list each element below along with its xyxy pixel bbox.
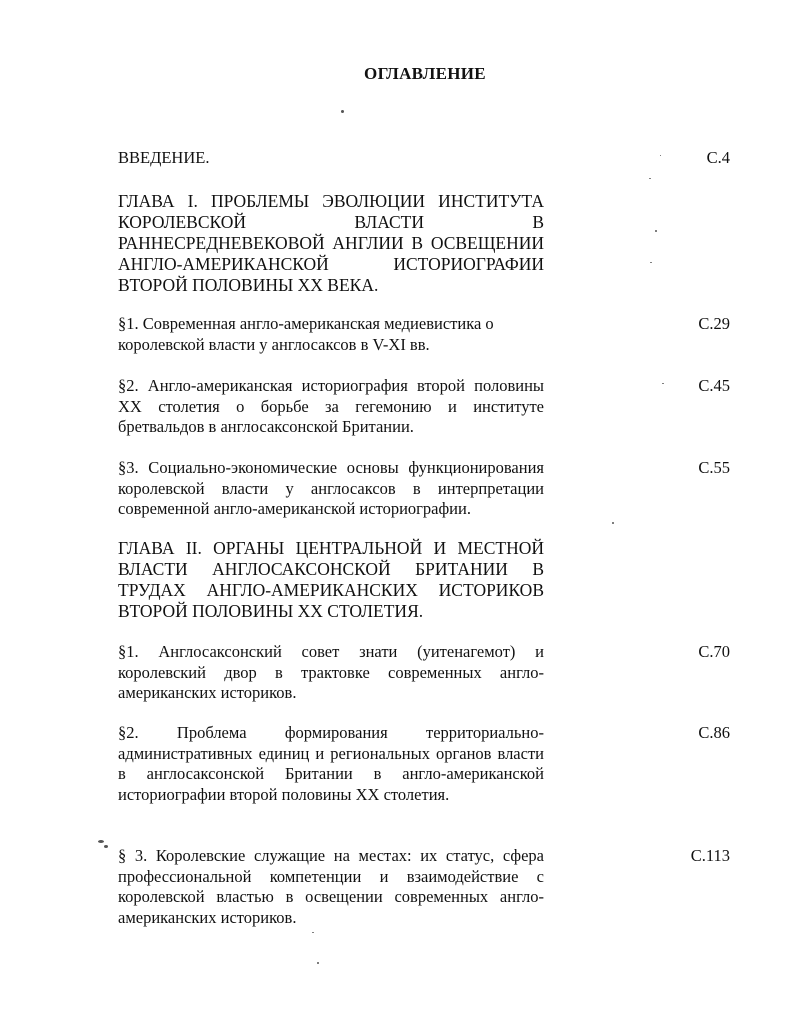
toc-entry-ch2-sec2: §2. Проблема формирования территориально-административных единиц и региональных органов власти в англосаксонской Британии в англо-американской историографии второй половины XX столетия. — [118, 723, 544, 804]
toc-entry-chapter-2: ГЛАВА II. ОРГАНЫ ЦЕНТРАЛЬНОЙ И МЕСТНОЙ ВЛАСТИ АНГЛОСАКСОНСКОЙ БРИТАНИИ В ТРУДАХ АНГЛО-АМЕРИКАНСКИХ ИСТОРИКОВ ВТОРОЙ ПОЛОВИНЫ XX СТОЛЕТИЯ. — [118, 538, 544, 621]
toc-entry-ch1-sec2: §2. Англо-американская историография второй половины XX столетия о борьбе за гегемонию и институте бретвальдов в англосаксонской Британии. — [118, 376, 544, 437]
toc-entry-chapter-1: ГЛАВА I. ПРОБЛЕМЫ ЭВОЛЮЦИИ ИНСТИТУТА КОРОЛЕВСКОЙ ВЛАСТИ В РАННЕСРЕДНЕВЕКОВОЙ АНГЛИИ В ОСВЕЩЕНИИ АНГЛО-АМЕРИКАНСКОЙ ИСТОРИОГРАФИИ ВТОРОЙ ПОЛОВИНЫ XX ВЕКА. — [118, 191, 544, 295]
toc-page-ch2-sec1: С.70 — [698, 642, 730, 661]
scan-speck — [655, 230, 657, 232]
toc-entry-introduction: ВВЕДЕНИЕ. — [118, 148, 210, 167]
scan-speck — [341, 110, 344, 113]
toc-page-ch1-sec1: С.29 — [698, 314, 730, 333]
scan-speck — [612, 522, 614, 524]
scan-speck — [104, 845, 108, 848]
scan-speck — [660, 155, 661, 156]
scan-speck — [662, 383, 664, 384]
scan-speck — [98, 840, 104, 843]
scan-speck — [649, 178, 651, 179]
scan-speck — [650, 262, 652, 263]
toc-page-ch1-sec2: С.45 — [698, 376, 730, 395]
toc-entry-ch1-sec3: §3. Социально-экономические основы функционирования королевской власти у англосаксов в интерпретации современной англо-американской историографии. — [118, 458, 544, 519]
page-title: ОГЛАВЛЕНИЕ — [364, 64, 486, 83]
toc-page-introduction: С.4 — [706, 148, 730, 167]
toc-page-ch2-sec3: С.113 — [690, 846, 730, 865]
toc-page-ch1-sec3: С.55 — [698, 458, 730, 477]
toc-entry-ch1-sec1: §1. Современная англо-американская медиевистика о королевской власти у англосаксов в V-XI вв. — [118, 314, 494, 354]
scan-speck — [317, 962, 319, 964]
toc-entry-ch2-sec1: §1. Англосаксонский совет знати (уитенагемот) и королевский двор в трактовке современных англо-американских историков. — [118, 642, 544, 703]
scan-speck — [312, 932, 314, 933]
toc-page-ch2-sec2: С.86 — [698, 723, 730, 742]
toc-entry-ch2-sec3: § 3. Королевские служащие на местах: их статус, сфера профессиональной компетенции и взаимодействие с королевской властью в освещении современных англо-американских историков. — [118, 846, 544, 927]
